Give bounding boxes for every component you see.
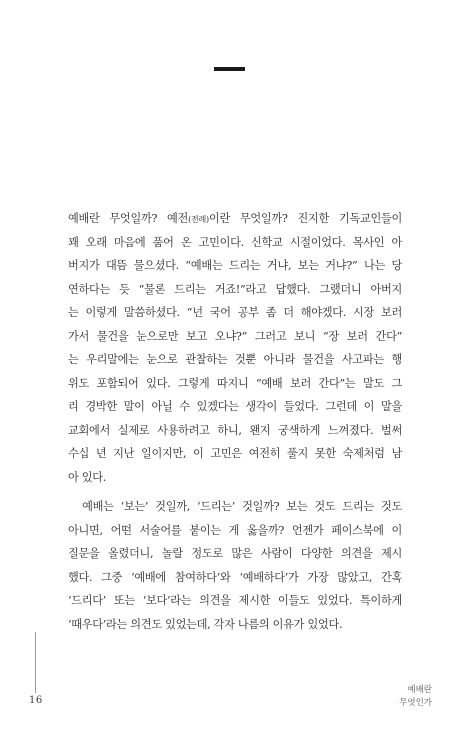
text-line: 교회에서 실제로 사용하려고 하니, 왠지 궁색하게 느껴졌다. 벌써 xyxy=(68,423,402,437)
text-line: 아니면, 어떤 서술어를 붙이는 게 옳을까? 언젠가 페이스북에 이 xyxy=(68,523,402,537)
body-text xyxy=(68,207,402,636)
parenthetical-note: (전례) xyxy=(188,215,209,224)
text-line: 했다. 그중 ‘예배에 참여하다’와 ‘예배하다’가 가장 많았고, 간혹 xyxy=(68,570,402,584)
text-line: ‘때우다’라는 의견도 있었는데, 각자 나름의 이유가 있었다. xyxy=(68,617,343,631)
running-title-line: 무엇인가 xyxy=(399,698,432,708)
running-title xyxy=(399,684,432,710)
margin-rule xyxy=(35,632,36,693)
text-line: 아 있다. xyxy=(68,470,107,484)
text-line: 는 우리말에는 눈으로 관찰하는 것뿐 아니라 물건을 사고파는 행 xyxy=(68,353,402,366)
running-title-line: 예배란 xyxy=(407,685,432,695)
text-line: 질문을 올렸더니, 놀랄 정도로 많은 사람이 다양한 의견을 제시 xyxy=(68,547,402,560)
text-line: 가서 물건을 눈으로만 보고 오냐?” 그러고 보니 “장 보러 간다” xyxy=(68,329,402,343)
text-line: 리 경박한 말이 아닐 수 있겠다는 생각이 들었다. 그런데 이 말을 xyxy=(68,400,402,413)
text-line: 예배는 ‘보는’ 것일까, ‘드리는’ 것일까? 보는 것도 드리는 것도 xyxy=(68,500,402,513)
chapter-top-rule xyxy=(214,67,245,71)
text-line: 위도 포함되어 있다. 그렇게 따지니 “예배 보러 간다”는 말도 그 xyxy=(68,376,402,390)
text-line: 예배란 무엇일까? 예전(전례)이란 무엇일까? 진지한 기독교인들이 xyxy=(68,212,402,225)
text-line: 연하다는 듯 “물론 드리는 거죠!”라고 답했다. 그랬더니 아버지 xyxy=(68,282,402,296)
text-line: 꽤 오래 마음에 품어 온 고민이다. 신학교 시절이었다. 목사인 아 xyxy=(68,235,402,249)
text-line: 는 이렇게 말씀하셨다. “넌 국어 공부 좀 더 해야겠다. 시장 보러 xyxy=(68,306,402,319)
page-number: 16 xyxy=(29,695,43,706)
text-line: 수십 년 지난 일이지만, 이 고민은 여전히 풀지 못한 숙제처럼 남 xyxy=(68,447,402,460)
text-line: 버지가 대뜸 물으셨다. “예배는 드리는 거냐, 보는 거냐?” 나는 당 xyxy=(68,259,402,272)
text-line: ‘드리다’ 또는 ‘보다’라는 의견을 제시한 이들도 있었다. 특이하게 xyxy=(68,594,402,607)
